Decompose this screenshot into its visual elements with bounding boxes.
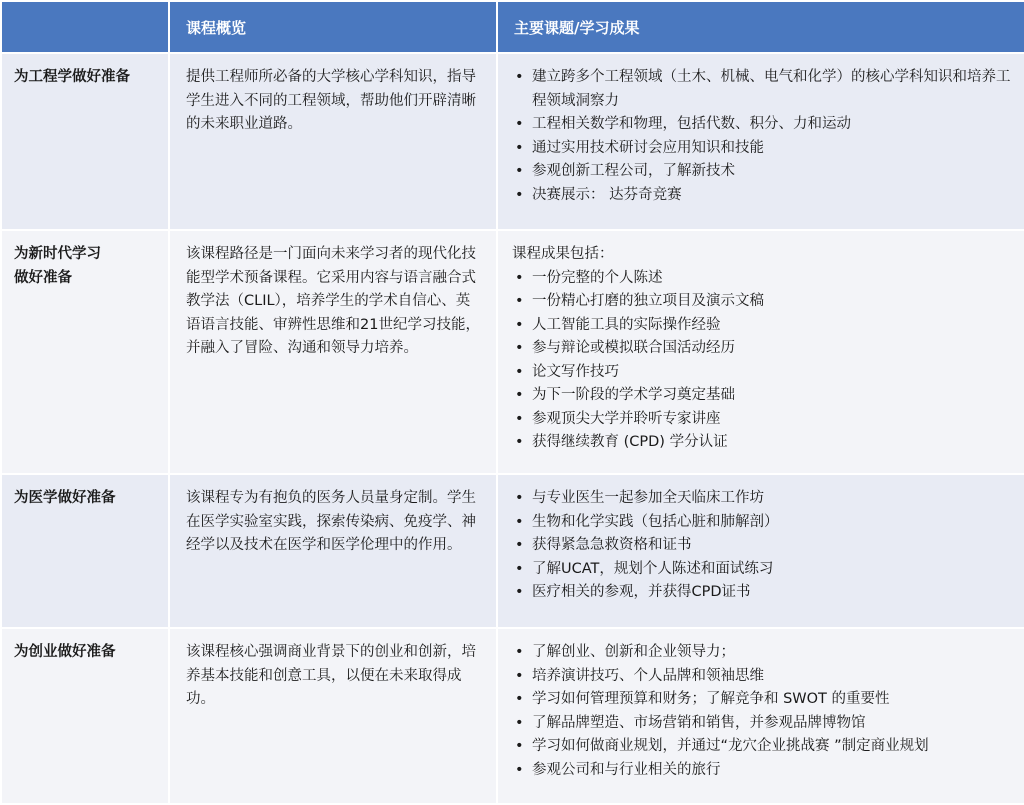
row-title-medicine <box>1 474 169 628</box>
outcomes-lead: 课程成果包括： <box>512 246 614 262</box>
table-row <box>1 628 1024 804</box>
list-item: • 生物和化学实践（包括心脏和肺解剖） <box>512 511 1012 535</box>
topics-new-era <box>497 230 1024 474</box>
list-item: • 了解UCAT，规划个人陈述和面试练习 <box>512 558 1012 582</box>
list-item: • 培养演讲技巧、个人品牌和领袖思维 <box>512 665 1012 689</box>
list-item: • 学习如何做商业规划，并通过“龙穴企业挑战赛 ”制定商业规划 <box>512 735 1012 759</box>
list-item: • 医疗相关的参观，并获得CPD证书 <box>512 581 1012 605</box>
row-title-line: 为工程学做好准备 <box>14 69 130 85</box>
list-item: • 工程相关数学和物理，包括代数、积分、力和运动 <box>512 113 1012 137</box>
list-item: • 学习如何管理预算和财务；了解竞争和 SWOT 的重要性 <box>512 688 1012 712</box>
header-blank-cell <box>1 1 169 53</box>
list-item: • 参观顶尖大学并聆听专家讲座 <box>512 408 1012 432</box>
list-item: • 参与辩论或模拟联合国活动经历 <box>512 337 1012 361</box>
header-topics: 主要课题/学习成果 <box>497 1 1024 53</box>
topic-list <box>512 487 1012 605</box>
table-row <box>1 474 1024 628</box>
list-item: • 决赛展示： 达芬奇竞赛 <box>512 184 1012 208</box>
topics-medicine <box>497 474 1024 628</box>
row-title-engineering <box>1 53 169 230</box>
row-title-line: 为创业做好准备 <box>14 644 116 660</box>
row-title-entrepreneurship <box>1 628 169 804</box>
topics-entrepreneurship <box>497 628 1024 804</box>
overview-engineering: 提供工程师所必备的大学核心学科知识，指导学生进入不同的工程领域，帮助他们开辟清晰的未来职业道路。 <box>169 53 497 230</box>
list-item: • 获得紧急急救资格和证书 <box>512 534 1012 558</box>
list-item: • 论文写作技巧 <box>512 361 1012 385</box>
table-row <box>1 230 1024 474</box>
list-item: • 通过实用技术研讨会应用知识和技能 <box>512 137 1012 161</box>
overview-new-era: 该课程路径是一门面向未来学习者的现代化技能型学术预备课程。它采用内容与语言融合式教学法（CLIL），培养学生的学术自信心、英语语言技能、审辨性思维和21世纪学习技能，并融入了冒险、沟通和领导力培养。 <box>169 230 497 474</box>
header-row <box>1 1 1024 53</box>
list-item: • 人工智能工具的实际操作经验 <box>512 314 1012 338</box>
topic-list <box>512 641 1012 782</box>
header-overview: 课程概览 <box>169 1 497 53</box>
overview-medicine: 该课程专为有抱负的医务人员量身定制。学生在医学实验室实践，探索传染病、免疫学、神经学以及技术在医学和医学伦理中的作用。 <box>169 474 497 628</box>
table-row <box>1 53 1024 230</box>
list-item: • 与专业医生一起参加全天临床工作坊 <box>512 487 1012 511</box>
list-item: • 建立跨多个工程领域（土木、机械、电气和化学）的核心学科知识和培养工程领域洞察力 <box>512 66 1012 113</box>
list-item: • 参观创新工程公司，了解新技术 <box>512 160 1012 184</box>
list-item: • 参观公司和与行业相关的旅行 <box>512 759 1012 783</box>
topic-list <box>512 267 1012 455</box>
list-item: • 一份完整的个人陈述 <box>512 267 1012 291</box>
list-item: • 为下一阶段的学术学习奠定基础 <box>512 384 1012 408</box>
list-item: • 一份精心打磨的独立项目及演示文稿 <box>512 290 1012 314</box>
row-title-line: 为医学做好准备 <box>14 490 116 506</box>
row-title-new-era <box>1 230 169 474</box>
row-title-line: 为新时代学习 <box>14 246 101 262</box>
overview-entrepreneurship: 该课程核心强调商业背景下的创业和创新，培养基本技能和创意工具，以便在未来取得成功。 <box>169 628 497 804</box>
list-item: • 了解创业、创新和企业领导力； <box>512 641 1012 665</box>
row-title-line: 做好准备 <box>14 269 72 286</box>
list-item: • 获得继续教育 (CPD) 学分认证 <box>512 431 1012 455</box>
topics-engineering <box>497 53 1024 230</box>
topic-list <box>512 66 1012 207</box>
list-item: • 了解品牌塑造、市场营销和销售，并参观品牌博物馆 <box>512 712 1012 736</box>
